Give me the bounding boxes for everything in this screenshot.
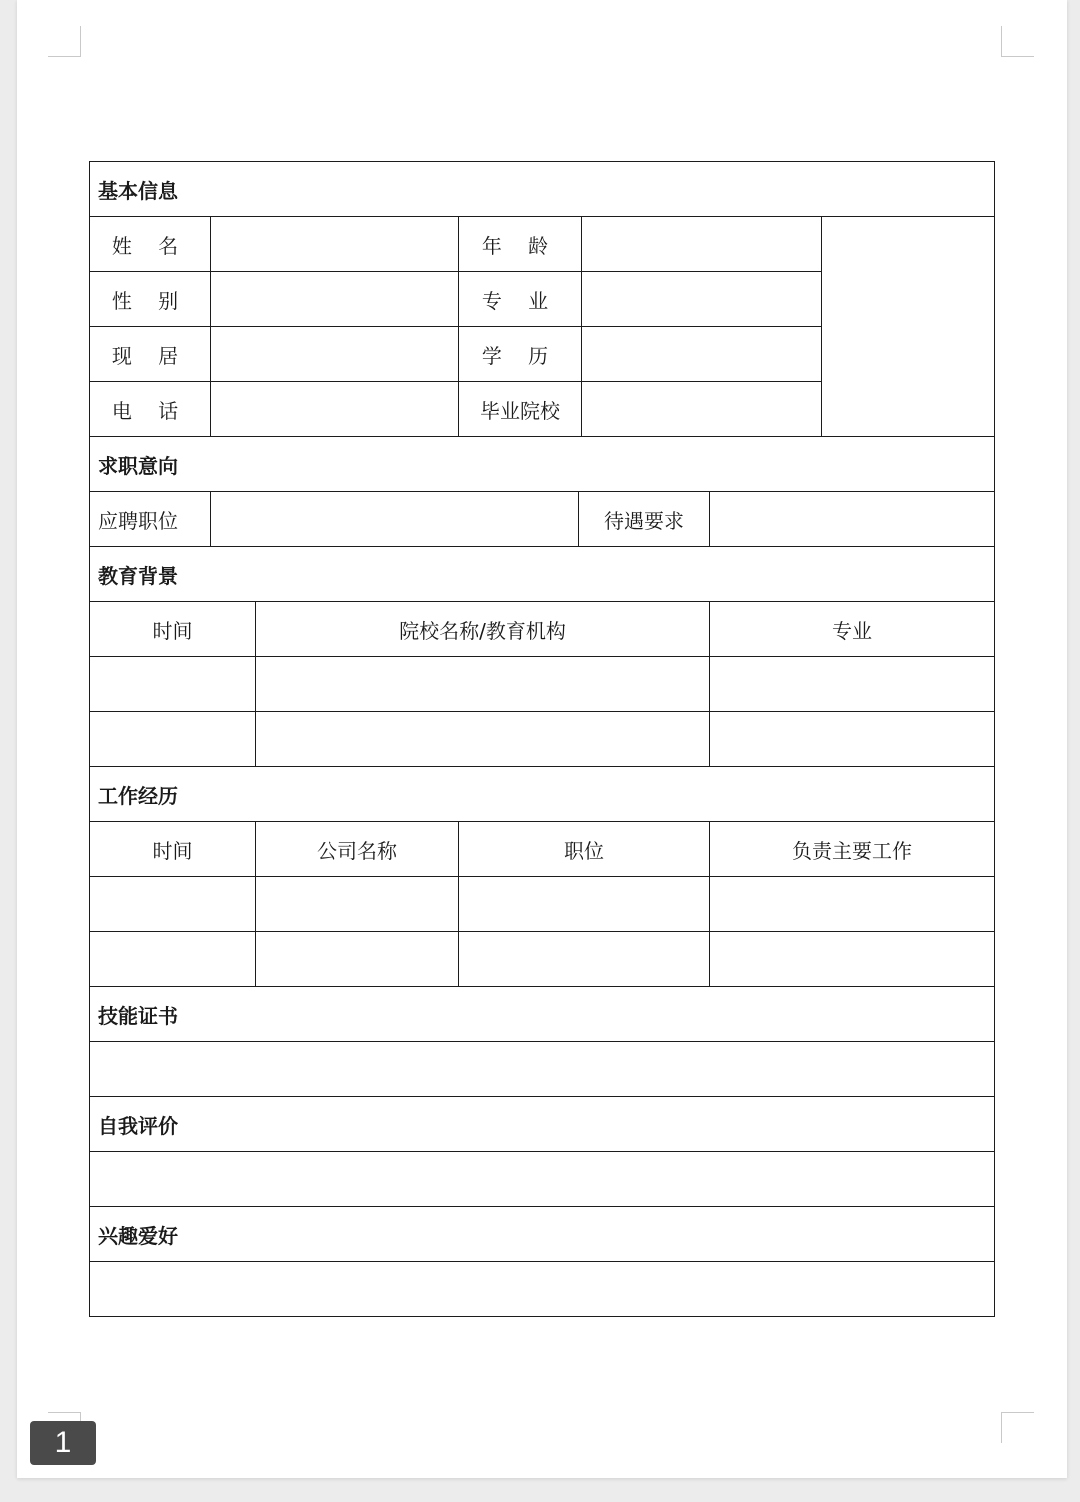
skills-field[interactable] <box>90 1042 995 1097</box>
work-row-1-time[interactable] <box>90 877 256 932</box>
work-row-2-time[interactable] <box>90 932 256 987</box>
salary-field[interactable] <box>710 492 995 547</box>
crop-mark-top-right <box>1001 26 1034 57</box>
work-row-1-position[interactable] <box>459 877 710 932</box>
work-row-2-position[interactable] <box>459 932 710 987</box>
edu-row-2-time[interactable] <box>90 712 256 767</box>
degree-field[interactable] <box>582 327 822 382</box>
section-basic-info: 基本信息 <box>90 162 995 217</box>
work-row-2-company[interactable] <box>256 932 459 987</box>
major-field[interactable] <box>582 272 822 327</box>
edu-row-1-time[interactable] <box>90 657 256 712</box>
degree-label: 学 历 <box>459 327 582 382</box>
edu-header-major: 专业 <box>710 602 995 657</box>
name-label: 姓 名 <box>90 217 211 272</box>
phone-field[interactable] <box>211 382 459 437</box>
edu-row-1-school[interactable] <box>256 657 710 712</box>
age-field[interactable] <box>582 217 822 272</box>
edu-header-school: 院校名称/教育机构 <box>256 602 710 657</box>
edu-row-1-major[interactable] <box>710 657 995 712</box>
work-row-1-duties[interactable] <box>710 877 995 932</box>
edu-row-2-school[interactable] <box>256 712 710 767</box>
resume-table <box>89 161 995 1317</box>
crop-mark-top-left <box>48 26 81 57</box>
major-label: 专 业 <box>459 272 582 327</box>
residence-label: 现 居 <box>90 327 211 382</box>
name-field[interactable] <box>211 217 459 272</box>
position-label: 应聘职位 <box>90 492 211 547</box>
work-header-time: 时间 <box>90 822 256 877</box>
photo-area[interactable] <box>822 217 995 437</box>
gender-label: 性 别 <box>90 272 211 327</box>
position-field[interactable] <box>211 492 579 547</box>
work-header-company: 公司名称 <box>256 822 459 877</box>
gender-field[interactable] <box>211 272 459 327</box>
work-row-2-duties[interactable] <box>710 932 995 987</box>
section-hobbies: 兴趣爱好 <box>90 1207 995 1262</box>
section-work: 工作经历 <box>90 767 995 822</box>
salary-label: 待遇要求 <box>579 492 710 547</box>
work-header-position: 职位 <box>459 822 710 877</box>
section-skills: 技能证书 <box>90 987 995 1042</box>
work-row-1-company[interactable] <box>256 877 459 932</box>
section-self-eval: 自我评价 <box>90 1097 995 1152</box>
school-field[interactable] <box>582 382 822 437</box>
school-label: 毕业院校 <box>459 382 582 437</box>
self-eval-field[interactable] <box>90 1152 995 1207</box>
edu-row-2-major[interactable] <box>710 712 995 767</box>
hobbies-field[interactable] <box>90 1262 995 1317</box>
age-label: 年 龄 <box>459 217 582 272</box>
phone-label: 电 话 <box>90 382 211 437</box>
edu-header-time: 时间 <box>90 602 256 657</box>
page-number-badge[interactable]: 1 <box>30 1421 96 1465</box>
crop-mark-bottom-right <box>1001 1412 1034 1443</box>
section-job-intention: 求职意向 <box>90 437 995 492</box>
residence-field[interactable] <box>211 327 459 382</box>
section-education: 教育背景 <box>90 547 995 602</box>
work-header-duties: 负责主要工作 <box>710 822 995 877</box>
